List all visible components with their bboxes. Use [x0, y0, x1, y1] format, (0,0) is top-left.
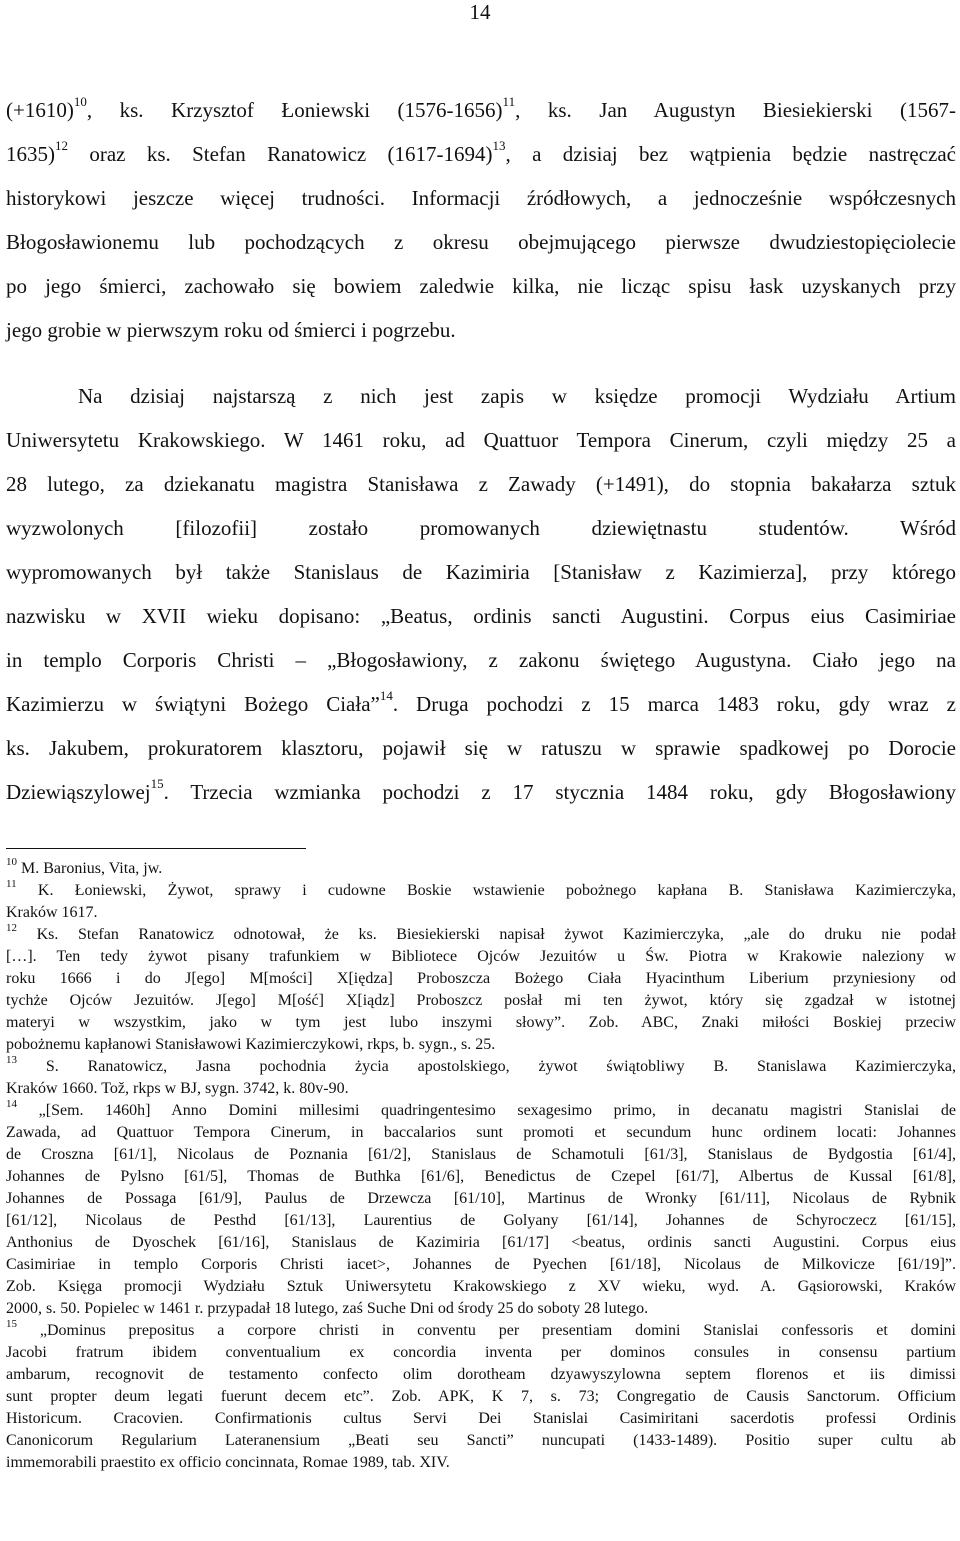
footnote-line: roku 1666 i do J[ego] M[mości] X[iędza] Proboszcza Bożego Ciała Hyacinthum Liberium przyniesiony od	[6, 970, 956, 987]
body-line: $(+1610)^{10}$, ks. Krzysztof Łoniewski (1576-1656)$^{11}$, ks. Jan Augustyn Biesiekierski (1567-	[6, 94, 957, 122]
footnote-line: $^{14}$ „[Sem. 1460h] Anno Domini millesimi quadringentesimo sexagesimo primo, in decanatu magistri Stanislai de	[6, 1097, 956, 1119]
footnote-ref: 15	[150, 776, 164, 791]
main-text	[6, 88, 956, 814]
footnote-ref: 10	[73, 94, 87, 109]
footnote-ref: 12	[55, 138, 68, 153]
footnote-line: de Croszna [61/1], Nicolaus de Poznania [61/2], Stanislaus de Schamotuli [61/3], Stanislaus de Bydgostia [61/4],	[6, 1146, 956, 1163]
footnote-line: […]. Ten tedy żywot pisany trafunkiem w Bibliotece Ojców Jezuitów u Św. Piotra w Krakowie naleziony w	[6, 948, 956, 965]
footnote-line: Historicum. Cracovien. Confirmationis cultus Servi Dei Stanislai Casimiritani sacerdotis professi Ordinis	[6, 1410, 956, 1427]
footnote-line: 2000, s. 50. Popielec w 1461 r. przypadał 18 lutego, zaś Suche Dni od środy 25 do soboty 28 lutego.	[6, 1300, 649, 1317]
body-line: wyzwolonych [filozofii] zostało promowanych dziewiętnastu studentów. Wśród	[6, 516, 956, 540]
footnote-number: 11	[6, 877, 17, 890]
body-line: Uniwersytetu Krakowskiego. W 1461 roku, ad Quattuor Tempora Cinerum, czyli między 25 a	[6, 428, 956, 452]
footnote-line: Anthonius de Dyoschek [61/16], Stanislaus de Kazimiria [61/17] <beatus, ordinis sancti Augustini. Corpus eius	[6, 1234, 956, 1251]
footnote-ref: 13	[492, 138, 506, 153]
footnote-line: Kraków 1660. Tož, rkps w BJ, sygn. 3742, k. 80v-90.	[6, 1080, 349, 1097]
body-line: 28 lutego, za dziekanatu magistra Stanisława z Zawady (+1491), do stopnia bakałarza sztuk	[6, 472, 956, 496]
footnote-line: Johannes de Pylsno [61/5], Thomas de Buthka [61/6], Benedictus de Czepel [61/7], Albertus de Kussal [61/8],	[6, 1168, 956, 1185]
footnote-number: 13	[6, 1053, 17, 1066]
footnotes	[6, 855, 956, 1474]
footnote-line: Jacobi fratrum ibidem conventualium ex concordia inventa per dominos consules in consensu partium	[6, 1344, 956, 1361]
footnote-line: Canonicorum Regularium Lateranensium „Beati seu Sancti” nuncupati (1433-1489). Positio super cultu ab	[6, 1432, 956, 1449]
footnote-line: Zawada, ad Quattuor Tempora Cinerum, in baccalarios sunt promoti et secundum hunc ordinem locati: Johannes	[6, 1124, 956, 1141]
body-line: wypromowanych był także Stanislaus de Kazimiria [Stanisław z Kazimierza], przy którego	[6, 560, 956, 584]
footnote-line: ambarum, recognovit de testamento confecto olim dorotheam dzyawyszylowna septem florenos et iis dimissi	[6, 1366, 956, 1383]
body-line: 1635)$^{12}$ oraz ks. Stefan Ranatowicz (1617-1694)$^{13}$, a dzisiaj bez wątpienia będzie nastręczać	[6, 138, 957, 166]
footnote-line: $^{11}$ K. Łoniewski, Żywot, sprawy i cudowne Boskie wstawienie pobożnego kapłana B. Stanisława Kazimierczyka,	[6, 877, 956, 899]
footnote-line: immemorabili praestito ex officio concinnata, Romae 1989, tab. XIV.	[6, 1454, 450, 1471]
footnote-line: tychże Ojców Jezuitów. J[ego] M[ość] X[iądz] Proboszcz posłał mi ten żywot, który się zgadzał w istotnej	[6, 992, 956, 1009]
footnote-line: Zob. Księga promocji Wydziału Sztuk Uniwersytetu Krakowskiego z XV wieku, wyd. A. Gąsiorowski, Kraków	[6, 1278, 956, 1295]
body-line: Kazimierzu w świątyni Bożego Ciała”$^{14}$. Druga pochodzi z 15 marca 1483 roku, gdy wraz z	[6, 688, 957, 716]
footnote-number: 12	[6, 921, 17, 934]
body-line: po jego śmierci, zachowało się bowiem zaledwie kilka, nie licząc spisu łask uzyskanych przy	[6, 274, 956, 298]
body-line: in templo Corporis Christi – „Błogosławiony, z zakonu świętego Augustyna. Ciało jego na	[6, 648, 956, 672]
footnote-line: materyi w wszystkim, jako w tym jest lubo inszymi słowy”. Zob. ABC, Znaki miłości Boskiej przeciw	[6, 1014, 956, 1031]
footnote-number: 15	[6, 1317, 17, 1330]
footnote-line: $^{12}$ Ks. Stefan Ranatowicz odnotował, że ks. Biesiekierski napisał żywot Kazimierczyka, „ale do druku nie podał	[6, 921, 956, 943]
footnote-ref: 11	[502, 94, 516, 109]
footnote-line: [61/12], Nicolaus de Pesthd [61/13], Laurentius de Golyany [61/14], Johannes de Schyroczecz [61/15],	[6, 1212, 956, 1229]
body-line: historykowi jeszcze więcej trudności. Informacji źródłowych, a jednocześnie współczesnych	[6, 186, 956, 210]
footnote-line: $^{15}$ „Dominus prepositus a corpore christi in conventu per presentiam domini Stanislai confessoris et domini	[6, 1317, 956, 1339]
footnote-line: pobożnemu kapłanowi Stanisławowi Kazimierczykowi, rkps, b. sygn., s. 25.	[6, 1036, 496, 1053]
body-line: Na dzisiaj najstarszą z nich jest zapis w księdze promocji Wydziału Artium	[78, 384, 956, 408]
footnote-line: Kraków 1617.	[6, 904, 98, 921]
page-number: 14	[469, 0, 491, 24]
body-line: ks. Jakubem, prokuratorem klasztoru, pojawił się w ratuszu w sprawie spadkowej po Dorocie	[6, 736, 956, 760]
footnote-separator	[6, 848, 306, 849]
footnote-line: $^{13}$ S. Ranatowicz, Jasna pochodnia życia apostolskiego, żywot świątobliwy B. Stanislawa Kazimierczyka,	[6, 1053, 956, 1075]
footnote-ref: 14	[379, 688, 393, 703]
body-line: nazwisku w XVII wieku dopisano: „Beatus, ordinis sancti Augustini. Corpus eius Casimiriae	[6, 604, 956, 628]
footnote-number: 10	[6, 855, 17, 868]
footnote-line: Casimiriae in templo Corporis Christi iacet>, Johannes de Pyechen [61/18], Nicolaus de Milkovicze [61/19]”.	[6, 1256, 956, 1273]
footnote-line: Johannes de Possaga [61/9], Paulus de Drzewcza [61/10], Martinus de Wronky [61/11], Nicolaus de Rybnik	[6, 1190, 956, 1207]
footnote-line: sunt propter deum legati fuerunt decem etc”. Zob. APK, K 7, s. 73; Congregatio de Causis Sanctorum. Officium	[6, 1388, 956, 1405]
footnote-number: 14	[6, 1097, 17, 1110]
body-line: Błogosławionemu lub pochodzących z okresu obejmującego pierwsze dwudziestopięciolecie	[6, 230, 956, 254]
body-line: Dziewiąszylowej$^{15}$. Trzecia wzmianka pochodzi z 17 stycznia 1484 roku, gdy Błogosławiony	[6, 776, 956, 804]
body-line: jego grobie w pierwszym roku od śmierci i pogrzebu.	[6, 318, 456, 342]
footnote-line: $^{10}$ M. Baronius, Vita, jw.	[6, 855, 163, 877]
